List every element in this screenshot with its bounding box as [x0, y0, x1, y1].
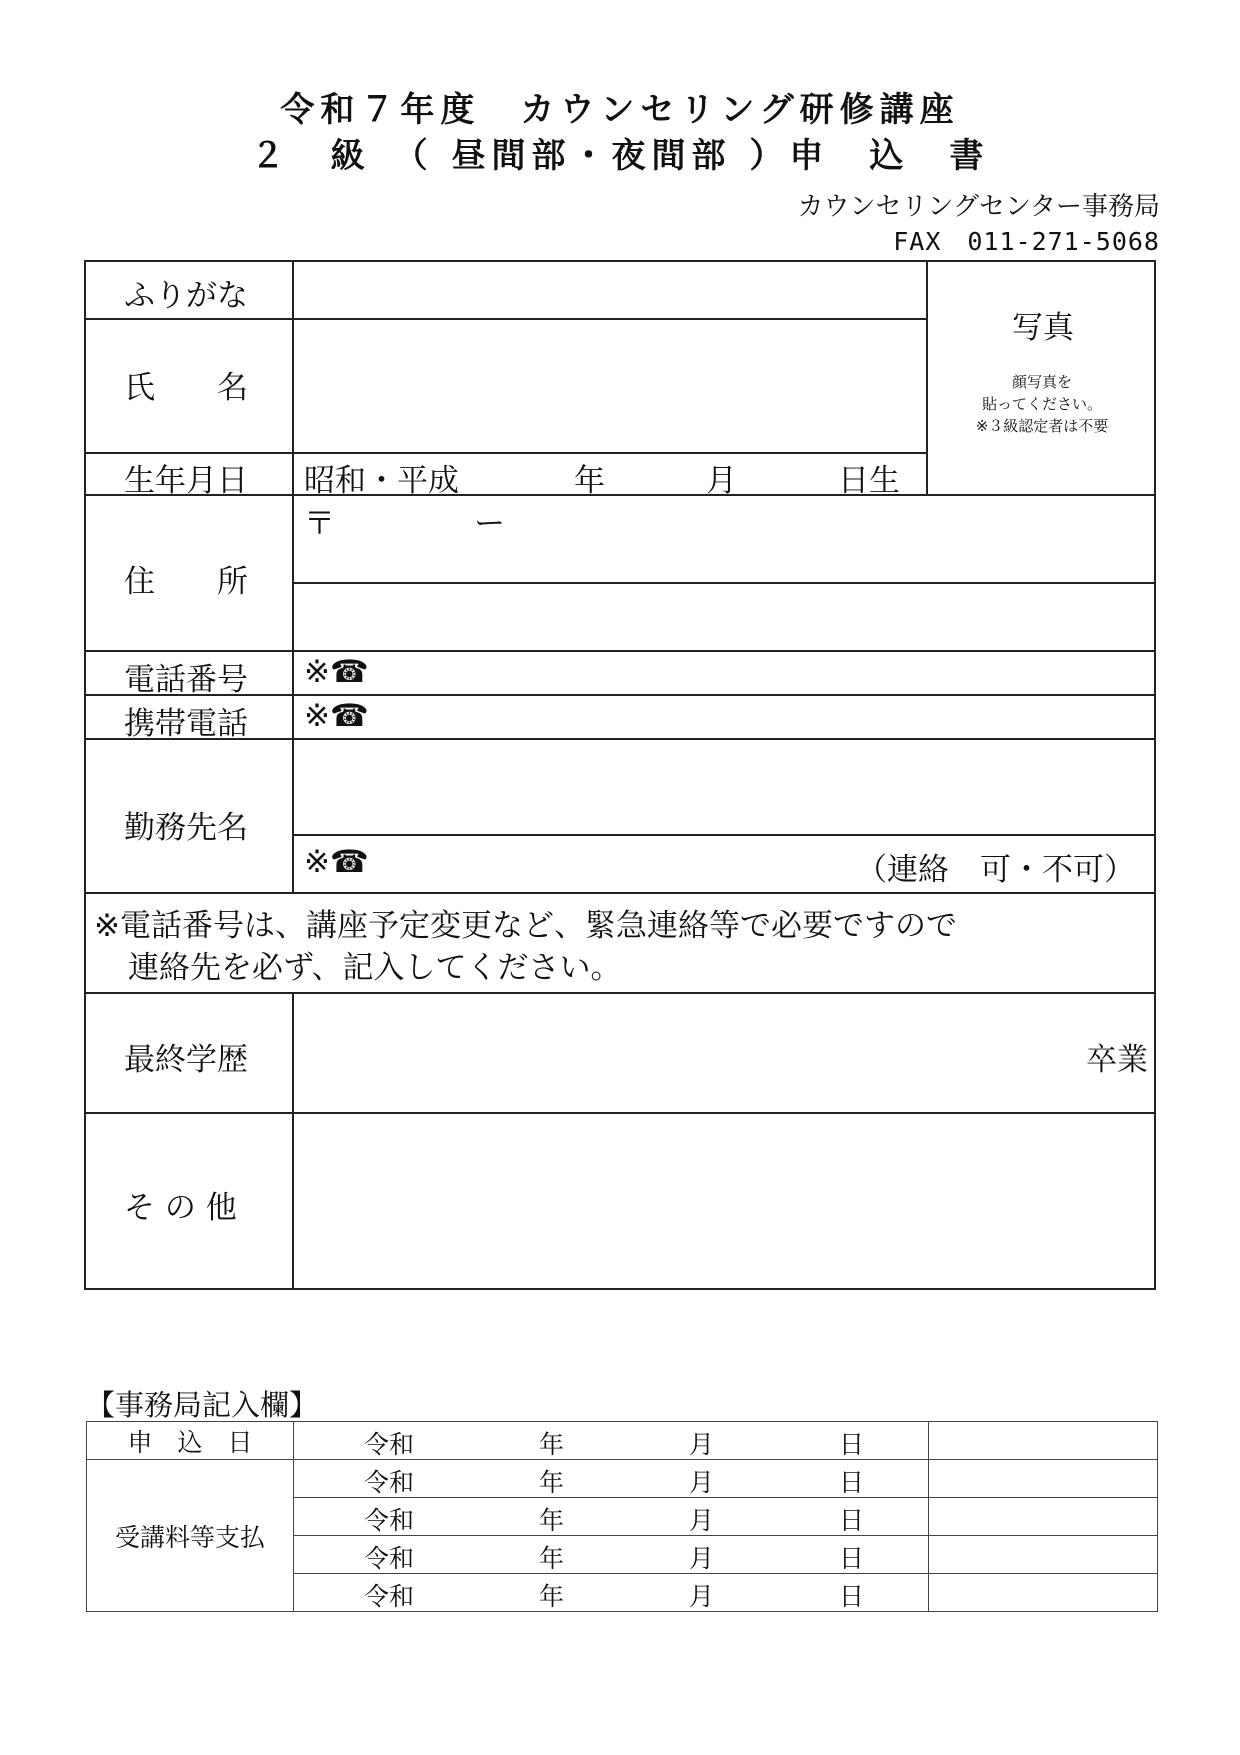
application-form [84, 260, 1156, 1290]
mobile-prefix: ※☎ [304, 698, 369, 734]
day-unit: 日 [839, 1468, 865, 1497]
address-label: 住 所 [124, 564, 248, 600]
phone-label: 電話番号 [124, 662, 248, 698]
payment-label: 受講料等支払 [87, 1460, 294, 1612]
day-unit: 日 [839, 1582, 865, 1611]
month-unit: 月 [689, 1544, 715, 1573]
postal-dash: ー [474, 506, 505, 542]
office-note-cell[interactable] [929, 1498, 1158, 1536]
era: 令和 [364, 1468, 415, 1497]
year-unit: 年 [539, 1582, 565, 1611]
birth-day-unit: 日生 [838, 463, 900, 499]
birth-month-unit: 月 [706, 463, 737, 499]
name-label: 氏 名 [124, 370, 248, 406]
year-unit: 年 [539, 1506, 565, 1535]
workplace-phone-prefix: ※☎ [304, 844, 369, 880]
mobile-label: 携帯電話 [124, 706, 248, 742]
office-section-title: 【事務局記入欄】 [86, 1388, 319, 1422]
divider [86, 452, 926, 454]
divider [292, 834, 1156, 836]
birth-era: 昭和・平成 [304, 463, 459, 499]
other-field[interactable] [294, 1114, 1154, 1288]
other-label: そ の 他 [124, 1190, 237, 1226]
office-note-cell[interactable] [929, 1536, 1158, 1574]
graduated-label: 卒業 [1086, 1042, 1148, 1078]
divider [86, 892, 1156, 894]
day-unit: 日 [839, 1506, 865, 1535]
era: 令和 [364, 1544, 415, 1573]
education-label: 最終学歴 [124, 1042, 248, 1078]
workplace-field[interactable] [294, 740, 1154, 832]
birthdate-label: 生年月日 [124, 463, 248, 499]
month-unit: 月 [689, 1506, 715, 1535]
notice-line-2: 連絡先を必ず、記入してください。 [128, 950, 622, 986]
address-field[interactable] [294, 584, 1154, 648]
office-note-cell[interactable] [929, 1422, 1158, 1460]
photo-note-1: 顔写真を [1011, 373, 1072, 391]
name-field[interactable] [294, 320, 924, 450]
postal-mark: 〒 [304, 506, 335, 542]
photo-note-3: ※３級認定者は不要 [975, 417, 1109, 435]
form-title: 令和７年度 カウンセリング研修講座 [280, 90, 960, 130]
photo-note-2: 貼ってください。 [981, 395, 1102, 413]
divider [86, 650, 1156, 652]
contact-permission: （連絡 可・不可） [856, 852, 1135, 888]
table-row [87, 1422, 1158, 1460]
era: 令和 [364, 1430, 415, 1459]
table-row [87, 1460, 1158, 1498]
era: 令和 [364, 1582, 415, 1611]
divider [86, 992, 1156, 994]
office-note-cell[interactable] [929, 1460, 1158, 1498]
year-unit: 年 [539, 1430, 565, 1459]
month-unit: 月 [689, 1468, 715, 1497]
era: 令和 [364, 1506, 415, 1535]
month-unit: 月 [689, 1430, 715, 1459]
photo-title: 写真 [1012, 310, 1074, 346]
month-unit: 月 [689, 1582, 715, 1611]
office-note-cell[interactable] [929, 1574, 1158, 1612]
notice-line-1: ※電話番号は、講座予定変更など、緊急連絡等で必要ですので [94, 908, 957, 944]
year-unit: 年 [539, 1544, 565, 1573]
birth-year-unit: 年 [574, 463, 605, 499]
apply-date-label: 申 込 日 [87, 1422, 294, 1460]
workplace-label: 勤務先名 [124, 810, 248, 846]
furigana-label: ふりがな [124, 278, 248, 314]
form-subtitle: ２ 級 （ 昼間部・夜間部 ）申 込 書 [250, 136, 990, 176]
furigana-field[interactable] [294, 264, 924, 316]
office-table [86, 1421, 1158, 1612]
organization: カウンセリングセンター事務局 [797, 192, 1160, 222]
day-unit: 日 [839, 1430, 865, 1459]
phone-prefix: ※☎ [304, 654, 369, 690]
fax-number: FAX 011-271-5068 [893, 227, 1160, 256]
day-unit: 日 [839, 1544, 865, 1573]
year-unit: 年 [539, 1468, 565, 1497]
